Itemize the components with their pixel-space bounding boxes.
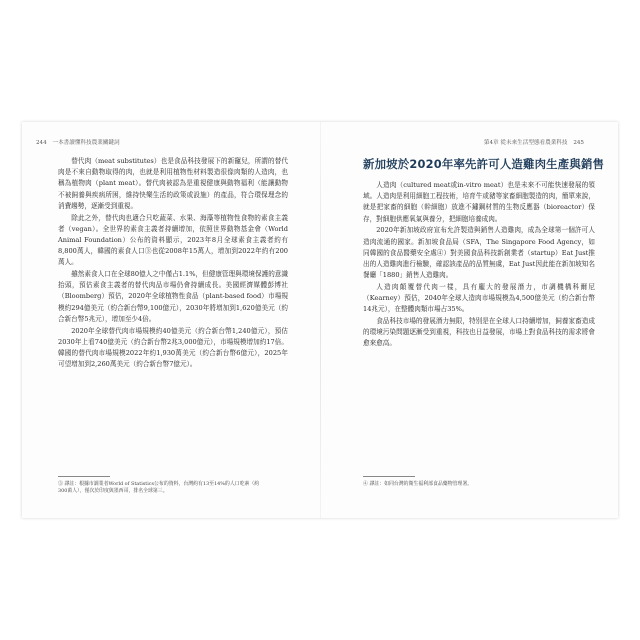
right-running-head [484,138,588,146]
right-footnote-rule [363,476,415,477]
right-paragraph-2: 2020年新加坡政府宣布允許製造與銷售人造雞肉，成為全球第一個許可人造肉流通的國家。新加坡食品局（SFA，The Singapore Food Agency，如同韓國的食品醫藥安全處④）對美國食品科技新創業者（startup）Eat Just推出的人造雞肉進行檢驗，確認該產品的品質無虞，Eat Just因此能在新加坡知名餐廳「1880」銷售人造雞肉。 [363,226,595,280]
left-paragraph-4: 2020年全球替代肉市場規模約40億美元（約合新台幣1,240億元），預估2030年上看740億美元（約合新台幣2兆3,000億元），市場規模增加約17倍。韓國的替代肉市場規模2022年約1,930萬美元（約合新台幣6億元），2025年可望增加到2,260萬美元（約合新台幣7億元）。 [58,326,288,369]
right-chapter-label: 第4章 [483,140,499,146]
right-paragraph-1: 人造肉（cultured meat或in-vitro meat）也是未來不可能快速發展的領域。人造肉是利用細胞工程技術，培育牛或豬等家畜細胞製造的肉，簡單來說，就是把家畜的細胞（幹細胞）放進不鏽鋼材質的生物反應器（bioreactor）保存，對細胞供應氧氣與養分，把細胞培養成肉。 [363,181,595,223]
left-page [22,122,320,518]
left-running-head [32,138,120,146]
left-footnote-rule [58,476,110,477]
left-paragraph-1: 替代肉（meat substitutes）也是食品科技發展下的新寵兒，所謂的替代肉是不來自動物取得的肉，也就是利用植物性材料製造很像肉類的人造肉，也稱為植物肉（plant meat）。替代肉被認為是重視健康與動物福利（能讓動物不被飼養與疾病所困，維持快樂生活的政策或設施）的產品，符合環保理念的消費趨勢，逐漸受到重視。 [58,157,288,210]
left-page-number: 244 [36,140,47,146]
left-paragraph-3: 雖然素食人口在全球80億人之中僅占1.1%，但健康管理與環境保護的意識抬頭，預估素食主義者的替代肉品市場仍會持續成長。美國經濟媒體彭博社（Bloomberg）預估，2020年全球植物性食品（plant-based food）市場規模約294億美元（約合新台幣9,100億元），2030年將增加到1,620億美元（約合新台幣5兆元），增加至少4倍。 [58,270,288,323]
right-body-text [363,180,595,350]
section-title: 新加坡於2020年率先許可人造雞肉生產與銷售 [363,157,605,171]
book-spread [22,122,618,518]
right-footnote: ④ 譯註：如同台灣的衛生福利部食品藥物管理署。 [363,481,473,487]
left-footnote: ③ 譯註：根據市調業者World of Statistics公布的資料，台灣約有13至14%的人口吃素（約300萬人），僅次於印度與墨西哥，排名全球第三。 [58,481,260,495]
right-paragraph-3: 人造肉顛覆替代肉一樣，具有龐大的發展潛力，市調機構科爾尼（Kearney）預估，2040年全球人造肉市場規模為4,500億美元（約合新台幣14兆元），在整體肉類市場占35%。 [363,282,595,314]
right-page [321,122,618,518]
left-running-title: 一本書讀懂科技農業關鍵詞 [52,140,120,146]
left-paragraph-2: 除此之外，替代肉也適合只吃蔬菜、水果、海藻等植物性食物的素食主義者（vegan）。全世界的素食主義者持續增加，依照世界動物基金會（World Animal Foundation）公布的資料顯示，2023年8月全球素食主義者約有8,800萬人，韓國的素食人口③也從2008年15萬人，增加到2022年約有200萬人。 [58,213,288,267]
right-paragraph-4: 食品科技市場的發展潛力無限，特別是在全球人口持續增加，飼養家畜造成的環境污染問題逐漸受到重視，科技也日益發展，市場上對食品科技的需求將會愈來愈高。 [363,316,595,348]
left-body-text [58,156,288,371]
right-running-title: 從未來生活型態看農業科技 [500,140,568,146]
right-page-number: 245 [573,140,584,146]
